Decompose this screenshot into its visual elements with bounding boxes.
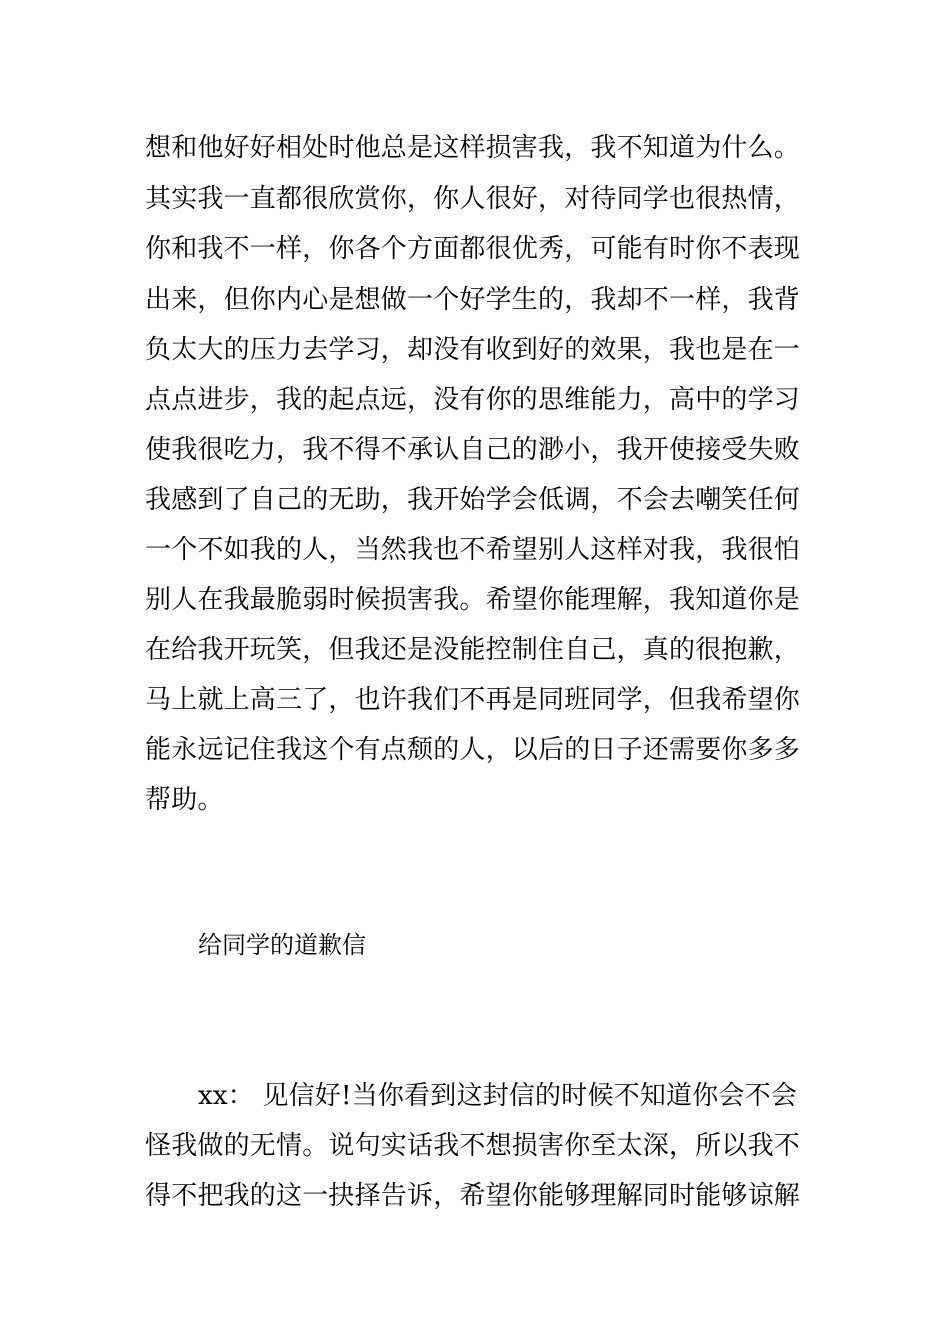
text-line: 想和他好好相处时他总是这样损害我，我不知道为什么。 (145, 133, 801, 163)
text-line: 出来，但你内心是想做一个好学生的，我却不一样，我背 (145, 285, 801, 315)
text-line: 能永远记住我这个有点颓的人，以后的日子还需要你多多 (145, 735, 801, 765)
text-line: 你和我不一样，你各个方面都很优秀，可能有时你不表现 (145, 234, 801, 264)
text-line: 使我很吃力，我不得不承认自己的渺小，我开使接受失败 (145, 435, 801, 465)
text-line: 负太大的压力去学习，却没有收到好的效果，我也是在一 (145, 335, 801, 365)
text-line: 点点进步，我的起点远，没有你的思维能力，高中的学习 (145, 385, 801, 415)
text-line: 马上就上高三了，也许我们不再是同班同学，但我希望你 (145, 685, 801, 715)
text-line: 帮助。 (145, 785, 224, 815)
text-line: 在给我开玩笑，但我还是没能控制住自己，真的很抱歉， (145, 635, 801, 665)
text-line: 得不把我的这一抉择告诉，希望你能够理解同时能够谅解 (145, 1181, 801, 1211)
text-line: 其实我一直都很欣赏你，你人很好，对待同学也很热情， (145, 184, 801, 214)
text-line: xx： 见信好!当你看到这封信的时候不知道你会不会 (198, 1081, 798, 1111)
text-line: 一个不如我的人，当然我也不希望别人这样对我，我很怕 (145, 535, 801, 565)
letter-heading: 给同学的道歉信 (198, 931, 366, 959)
text-line: 别人在我最脆弱时候损害我。希望你能理解，我知道你是 (145, 585, 801, 615)
text-line: 怪我做的无情。说句实话我不想损害你至太深，所以我不 (145, 1131, 801, 1161)
text-line: 我感到了自己的无助，我开始学会低调，不会去嘲笑任何 (145, 485, 801, 515)
